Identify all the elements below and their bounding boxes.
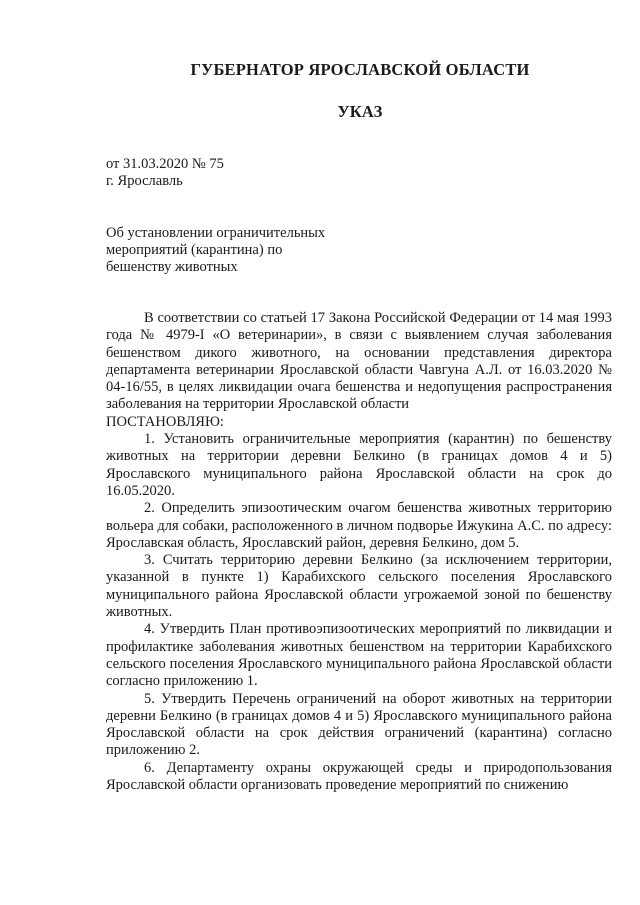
document-subject <box>106 225 325 276</box>
item-1: 1. Установить ограничительные мероприятия (карантин) по бешенству животных на территории деревни Белкино (в границах домов 4 и 5) Ярославского муниципального района Ярославской области на срок до 16.05.2020. <box>106 431 612 499</box>
subject-line-3: бешенству животных <box>106 259 238 275</box>
item-4: 4. Утвердить План противоэпизоотических мероприятий по ликвидации и профилактике заболевания животных бешенством на территории Карабихского сельского поселения Ярославского муниципального района Ярославской области согласно приложению 1. <box>106 621 612 690</box>
city: г. Ярославль <box>106 172 183 189</box>
preamble-paragraph: В соответствии со статьей 17 Закона Российской Федерации от 14 мая 1993 года № 4979-I «О ветеринарии», в связи с выявлением случая заболевания бешенством дикого животного, на основании представления директора департамента ветеринарии Ярославской области Чавгуна А.Л. от 16.03.2020 № 04-16/55, в целях ликвидации очага бешенства и недопущения распространения заболевания на территории Ярославской области <box>106 310 612 413</box>
subject-line-1: Об установлении ограничительных <box>106 225 326 241</box>
subject-line-2: мероприятий (карантина) по <box>106 242 283 258</box>
date-number: от 31.03.2020 № 75 <box>106 156 224 172</box>
document-meta <box>106 156 224 189</box>
item-3: 3. Считать территорию деревни Белкино (за исключением территории, указанной в пункте 1) Карабихского сельского поселения Ярославского муниципального района Ярославской области угрожаемой зоной по бешенству животных. <box>106 552 612 621</box>
governor-heading: ГУБЕРНАТОР ЯРОСЛАВСКОЙ ОБЛАСТИ <box>190 60 530 79</box>
item-5: 5. Утвердить Перечень ограничений на оборот животных на территории деревни Белкино (в границах домов 4 и 5) Ярославского муниципального района Ярославской области на срок действия ограничений (карантина) согласно приложению 2. <box>106 690 612 759</box>
item-6: 6. Департаменту охраны окружающей среды и природопользования Ярославской области организовать проведение мероприятий по снижению <box>106 759 612 794</box>
document-body <box>106 310 612 794</box>
decree-heading: УКАЗ <box>337 102 383 121</box>
item-2: 2. Определить эпизоотическим очагом бешенства животных территорию вольера для собаки, расположенного в личном подворье Ижукина А.С. по адресу: Ярославская область, Ярославский район, деревня Белкино, дом 5. <box>106 500 612 551</box>
decree-word: ПОСТАНОВЛЯЮ: <box>106 413 224 430</box>
